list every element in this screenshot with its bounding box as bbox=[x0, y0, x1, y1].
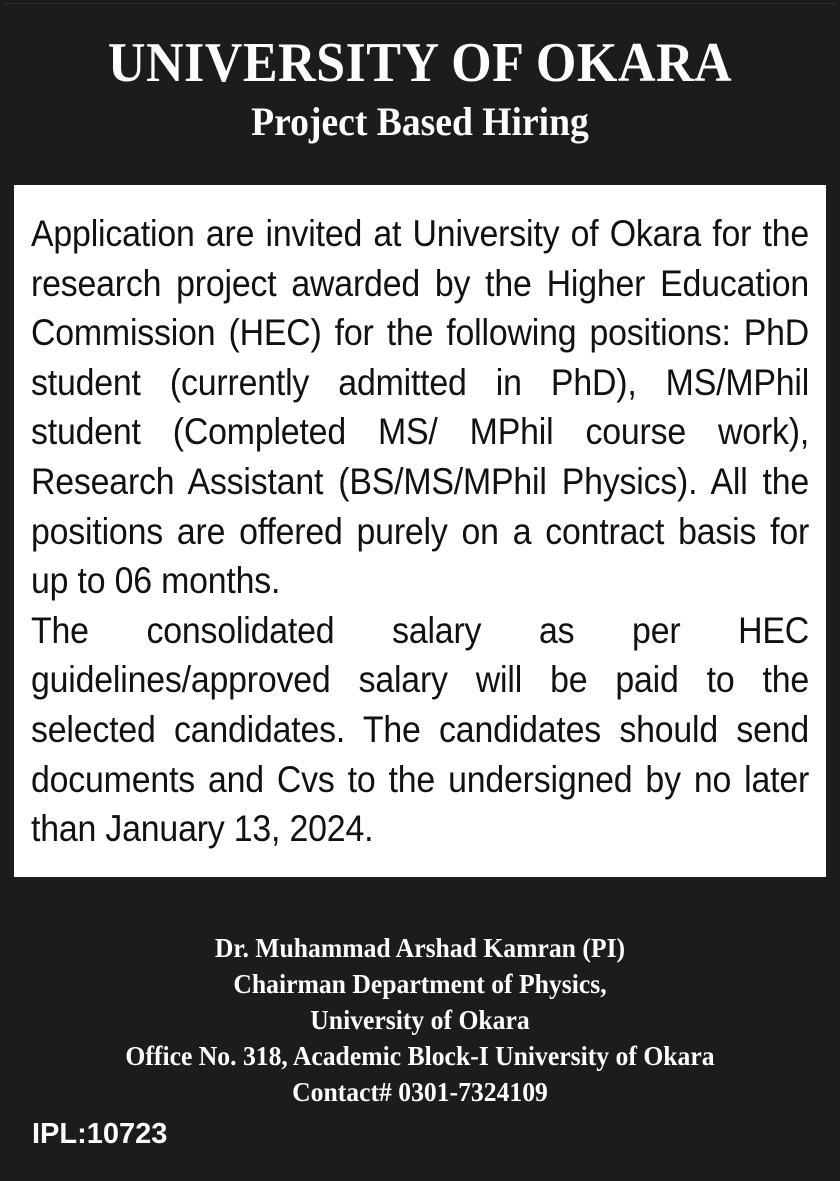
ipl-reference-number: IPL:10723 bbox=[32, 1118, 168, 1150]
announcement-paragraph-1: Application are invited at University of Okara for the research project awarded by the Higher Education Commission (HEC) for the following positions: PhD student (currently admitted in PhD), MS/MPhil student (Completed MS/ MPhil course work), Research Assistant (BS/MS/MPhil Physics). All the positions are offered purely on a contract basis for up to 06 months. bbox=[31, 213, 810, 602]
contact-block bbox=[0, 930, 840, 1110]
announcement-panel bbox=[14, 185, 826, 877]
contact-address: Office No. 318, Academic Block-I University of Okara bbox=[125, 1041, 715, 1071]
contact-institution: University of Okara bbox=[310, 1005, 530, 1035]
poster-header bbox=[0, 0, 840, 185]
poster-subtitle: Project Based Hiring bbox=[251, 99, 589, 144]
contact-person-name: Dr. Muhammad Arshad Kamran (PI) bbox=[214, 933, 626, 963]
contact-designation: Chairman Department of Physics, bbox=[233, 969, 607, 999]
announcement-paragraph-2: The consolidated salary as per HEC guidelines/approved salary will be paid to the selected candidates. The candidates should send documents and Cvs to the undersigned by no later than January 13, 2024. bbox=[31, 609, 810, 850]
contact-phone: Contact# 0301-7324109 bbox=[292, 1077, 548, 1107]
organization-title: UNIVERSITY OF OKARA bbox=[107, 32, 733, 94]
